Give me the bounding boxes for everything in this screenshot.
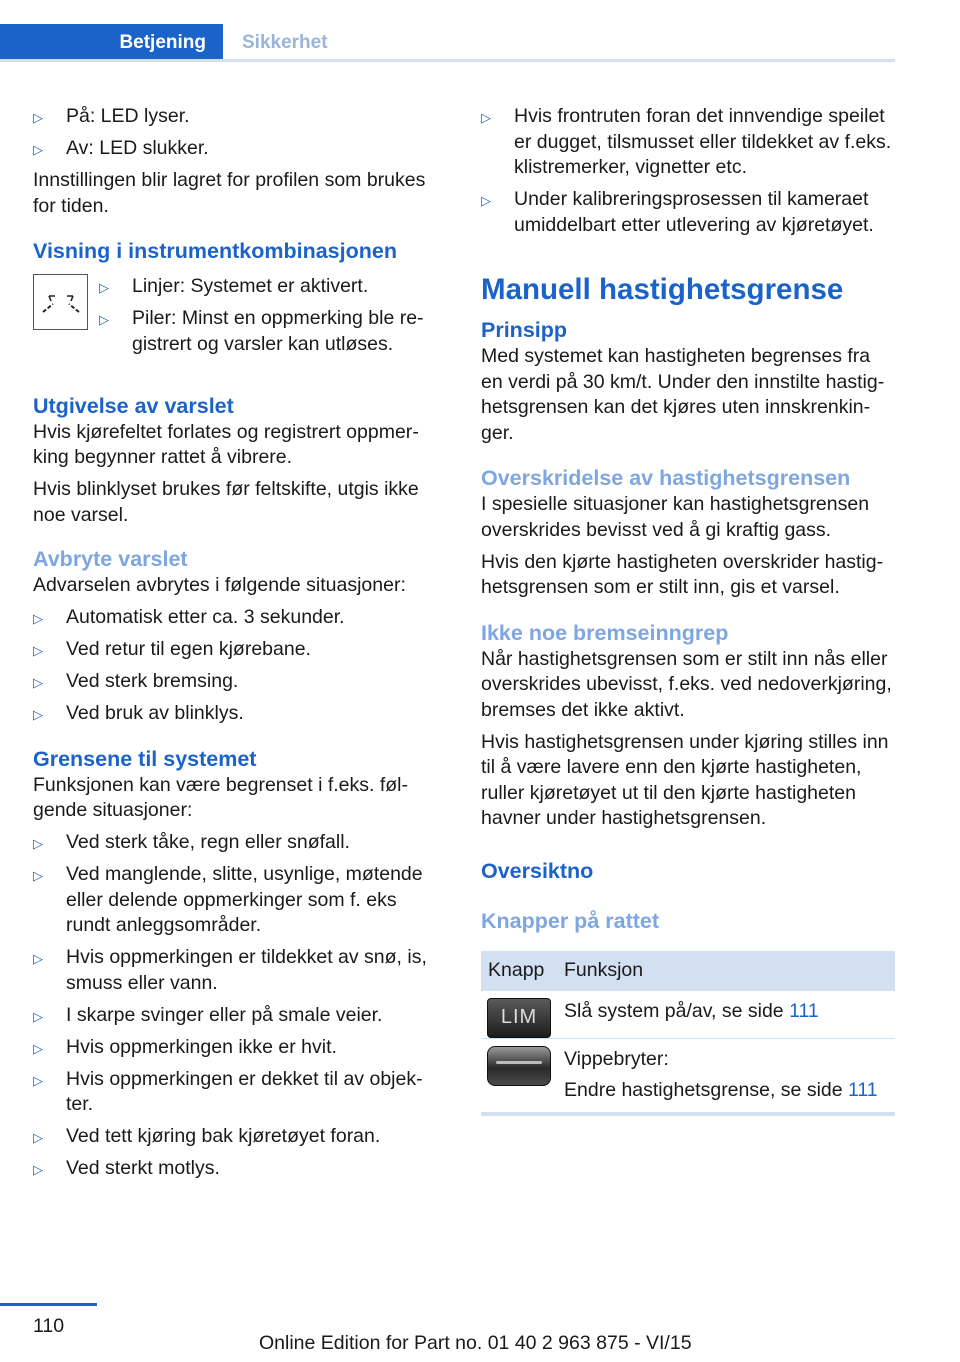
top-list: [481, 104, 895, 238]
nobrake-p2: Hvis hastighetsgrensen under kjøring stilles inn til å være lavere enn den kjørte hastigheten, ruller kjøretøyet ut til den kjørte hastigheten havner under hastighetsgrensen.: [481, 730, 889, 829]
heading-manual-speed-limit: Manuell hastighetsgrense: [481, 273, 844, 306]
warning-p2: Hvis blinklyset brukes før feltskifte, utgis ikke noe varsel.: [33, 478, 419, 526]
tabbar-underline: [0, 59, 895, 62]
heading-overview: Oversiktno: [481, 858, 594, 883]
warning-p1: Hvis kjørefeltet forlates og registrert oppmerking begynner rattet å vibrere.: [33, 420, 419, 468]
list-item: ▷ Ved retur til egen kjørebane.: [33, 637, 437, 663]
cancel-list: [33, 605, 437, 727]
table-row: [481, 1038, 895, 1114]
row2-function-cell: [557, 1038, 895, 1114]
intro-text: Innstillingen blir lagret for profilen som brukes for tiden.: [33, 169, 426, 217]
rocker-switch-icon: [487, 1046, 551, 1086]
lim-icon-label: LIM: [500, 1005, 538, 1028]
footer-edition: Online Edition for Part no. 01 40 2 963 875 - VI/15: [259, 1332, 692, 1354]
heading-exceed: Overskridelse av hastighetsgrensen: [481, 466, 851, 490]
row2-title: Vippebryter:: [564, 1047, 669, 1070]
table-header-row: [481, 951, 895, 991]
left-column: [33, 104, 437, 1188]
list-item: ▷ Ved manglende, slitte, usynlige, møtende eller delende oppmerkinger som f. eks rundt anleggsområder.: [33, 862, 437, 939]
exceed-p1: I spesielle situasjoner kan hastighetsgrensen overskrides bevisst ved å gi kraftig gass.: [481, 493, 870, 541]
nobrake-p1: Når hastighetsgrensen som er stilt inn nås eller overskrides ubevisst, f.eks. ved nedoverkjøring, bremses det ikke aktivt.: [481, 647, 892, 721]
list-item: ▷ I skarpe svinger eller på smale veier.: [33, 1003, 437, 1029]
lim-button-cell: [481, 991, 557, 1039]
list-item: ▷ Ved tett kjøring bak kjøretøyet foran.: [33, 1124, 437, 1150]
intro-list: [33, 104, 437, 162]
list-item: ▷ Automatisk etter ca. 3 sekunder.: [33, 605, 437, 631]
tab-betjening[interactable]: Betjening: [0, 24, 223, 62]
header-tabbar: [0, 24, 895, 62]
limits-intro: Funksjonen kan være begrenset i f.eks. følgende situasjoner:: [33, 773, 409, 821]
row2-page-link[interactable]: 111: [848, 1079, 878, 1101]
heading-limits: Grensene til systemet: [33, 746, 257, 771]
row1-function-cell: [557, 991, 895, 1039]
list-item: ▷ Av: LED slukker.: [33, 136, 437, 162]
list-item: ▷ På: LED lyser.: [33, 104, 437, 130]
lane-lines-icon: [33, 274, 88, 330]
principle-text: Med systemet kan hastigheten begrenses fra en verdi på 30 km/t. Under den innstilte hastighetsgrensen kan det kjøres uten innskrenkinger.: [481, 345, 885, 444]
rocker-switch-cell: [481, 1038, 557, 1114]
list-item: ▷ Hvis oppmerkingen ikke er hvit.: [33, 1035, 437, 1061]
list-item: ▷ Piler: Minst en oppmerking ble registrert og varsler kan utløses.: [99, 306, 437, 357]
list-item: ▷ Hvis oppmerkingen er dekket til av objekter.: [33, 1067, 437, 1118]
row1-page-link[interactable]: 111: [789, 999, 819, 1022]
buttons-table: [481, 951, 895, 1116]
list-item: ▷ Linjer: Systemet er aktivert.: [99, 274, 437, 300]
cancel-intro: Advarselen avbrytes i følgende situasjoner:: [33, 574, 406, 596]
table-row: [481, 991, 895, 1039]
list-item: ▷ Ved bruk av blinklys.: [33, 701, 437, 727]
heading-display: Visning i instrumentkombinasjonen: [33, 239, 397, 263]
col-header-function: Funksjon: [557, 951, 895, 991]
list-item: ▷ Ved sterk tåke, regn eller snøfall.: [33, 830, 437, 856]
heading-cancel: Avbryte varslet: [33, 547, 188, 571]
col-header-button: Knapp: [481, 951, 557, 991]
list-item: ▷ Ved sterkt motlys.: [33, 1156, 437, 1182]
row1-text: Slå system på/av, se side: [564, 999, 790, 1022]
exceed-p2: Hvis den kjørte hastigheten overskrider hastighetsgrensen som er stilt inn, gis et varsel.: [481, 550, 884, 598]
list-item: ▷ Hvis frontruten foran det innvendige speilet er dugget, tilsmusset eller tildekket av f.eks. klistremerker, vignetter etc.: [481, 104, 895, 181]
display-figure-row: [33, 274, 437, 364]
right-column: [481, 104, 895, 1116]
lim-button-icon: [487, 998, 551, 1038]
heading-warning: Utgivelse av varslet: [33, 393, 234, 418]
page-number-bar: [0, 1303, 97, 1306]
heading-principle: Prinsipp: [481, 318, 568, 342]
heading-no-brake: Ikke noe bremseinngrep: [481, 620, 729, 645]
page-number: 110: [33, 1315, 65, 1337]
list-item: ▷ Under kalibreringsprosessen til kameraet umiddelbart etter utlevering av kjøretøyet.: [481, 187, 895, 238]
heading-steering-buttons: Knapper på rattet: [481, 908, 660, 933]
list-item: ▷ Hvis oppmerkingen er tildekket av snø, is, smuss eller vann.: [33, 945, 437, 996]
row2-description: [564, 1078, 888, 1104]
row2-text: Endre hastighetsgrense, se side: [564, 1079, 849, 1101]
limits-list: [33, 830, 437, 1182]
list-item: ▷ Ved sterk bremsing.: [33, 669, 437, 695]
tab-sikkerhet[interactable]: Sikkerhet: [242, 32, 328, 53]
display-list: [99, 274, 437, 364]
